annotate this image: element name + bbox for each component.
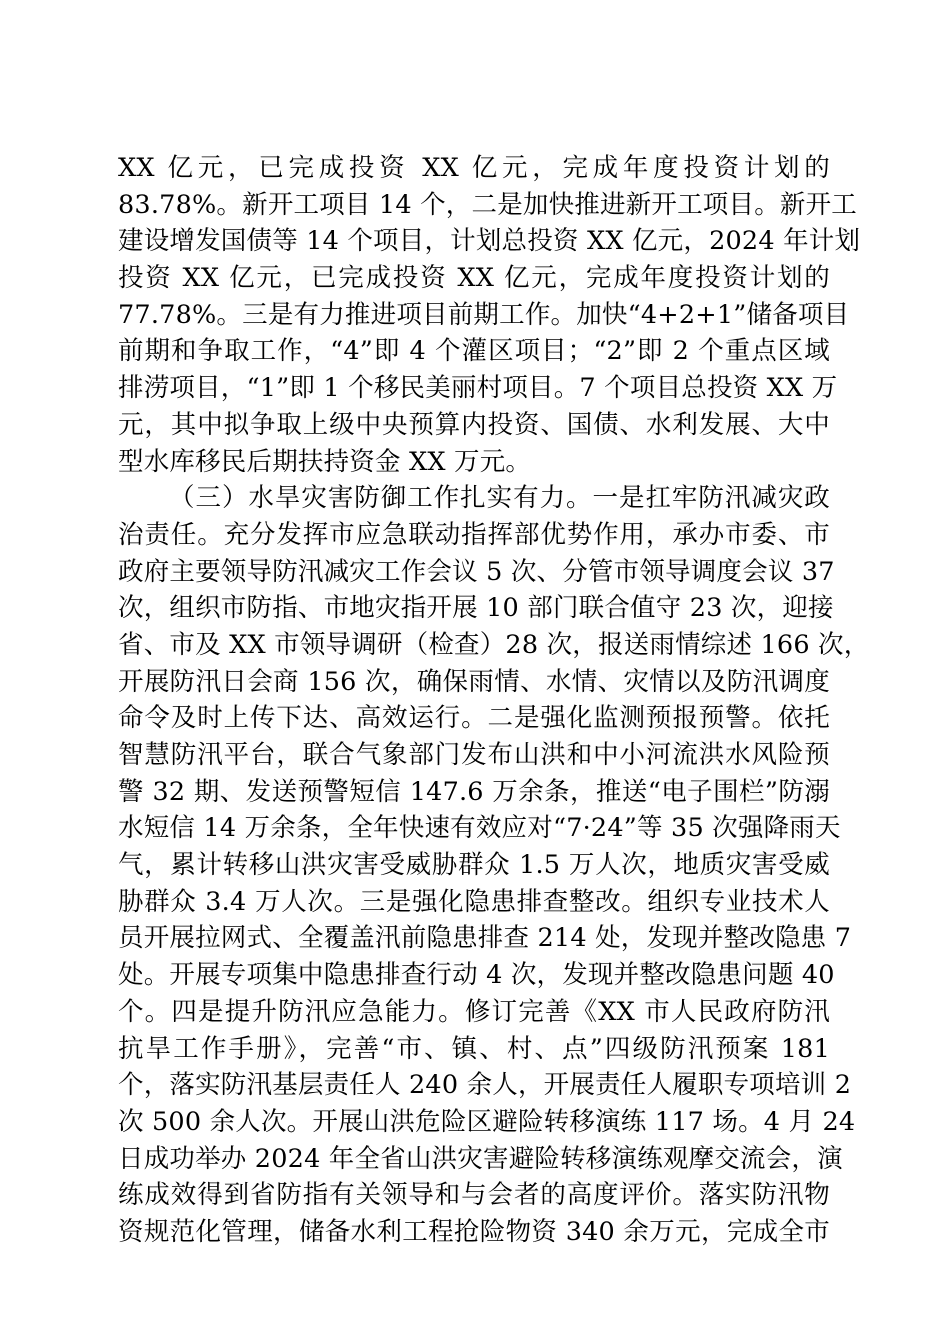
paragraph-end-line: 型水库移民后期扶持资金 XX 万元。 (118, 446, 532, 477)
text-line: 开展防汛日会商 156 次，确保雨情、水情、灾情以及防汛调度 (118, 666, 830, 697)
text-line: 练成效得到省防指有关领导和与会者的高度评价。落实防汛物 (118, 1180, 830, 1211)
text-line: 个。四是提升防汛应急能力。修订完善《XX 市人民政府防汛 (118, 996, 830, 1027)
text-line: 命令及时上传下达、高效运行。二是强化监测预报预警。依托 (118, 703, 830, 734)
text-line: 警 32 期、发送预警短信 147.6 万余条，推送“电子围栏”防溺 (118, 776, 830, 807)
text-line: 个，落实防汛基层责任人 240 余人，开展责任人履职专项培训 2 (118, 1070, 852, 1101)
body-text (118, 150, 870, 1251)
text-line: 前期和争取工作，“4”即 4 个灌区项目；“2”即 2 个重点区域 (118, 336, 830, 367)
text-line: 智慧防汛平台，联合气象部门发布山洪和中小河流洪水风险预 (118, 740, 830, 770)
section-heading-line: （三）水旱灾害防御工作扎实有力。一是扛牢防汛减灾政 (169, 483, 830, 514)
text-line: 排涝项目，“1”即 1 个移民美丽村项目。7 个项目总投资 XX 万 (118, 373, 838, 404)
text-line: 建设增发国债等 14 个项目，计划总投资 XX 亿元，2024 年计划 (118, 226, 861, 257)
text-line: 气，累计转移山洪灾害受威胁群众 1.5 万人次，地质灾害受威 (118, 850, 830, 881)
text-line: 员开展拉网式、全覆盖汛前隐患排查 214 处，发现并整改隐患 7 (118, 923, 852, 954)
text-line: 治责任。充分发挥市应急联动指挥部优势作用，承办市委、市 (118, 519, 830, 550)
text-line: 胁群众 3.4 万人次。三是强化隐患排查整改。组织专业技术人 (118, 886, 830, 917)
text-line: 日成功举办 2024 年全省山洪灾害避险转移演练观摩交流会，演 (118, 1143, 843, 1174)
text-line: 次 500 余人次。开展山洪危险区避险转移演练 117 场。4 月 24 (118, 1106, 856, 1137)
text-line: 投资 XX 亿元，已完成投资 XX 亿元，完成年度投资计划的 (118, 263, 830, 294)
text-line: 处。开展专项集中隐患排查行动 4 次，发现并整改隐患问题 40 (118, 960, 835, 991)
text-line: 元，其中拟争取上级中央预算内投资、国债、水利发展、大中 (118, 409, 830, 440)
text-line: 抗旱工作手册》，完善“市、镇、村、点”四级防汛预案 181 (118, 1033, 830, 1064)
text-line: 次，组织市防指、市地灾指开展 10 部门联合值守 23 次，迎接 (118, 593, 834, 624)
text-line: 资规范化管理，储备水利工程抢险物资 340 余万元，完成全市 (118, 1216, 830, 1247)
text-line: 水短信 14 万余条，全年快速有效应对“7·24”等 35 次强降雨天 (118, 813, 841, 844)
text-line: 77.78%。三是有力推进项目前期工作。加快“4+2+1”储备项目 (118, 299, 850, 330)
text-line: XX 亿元，已完成投资 XX 亿元，完成年度投资计划的 (118, 153, 830, 183)
text-line: 83.78%。新开工项目 14 个，二是加快推进新开工项目。新开工 (118, 189, 857, 220)
text-line: 政府主要领导防汛减灾工作会议 5 次、分管市领导调度会议 37 (118, 556, 835, 587)
text-line: 省、市及 XX 市领导调研（检查）28 次，报送雨情综述 166 次， (118, 629, 870, 660)
